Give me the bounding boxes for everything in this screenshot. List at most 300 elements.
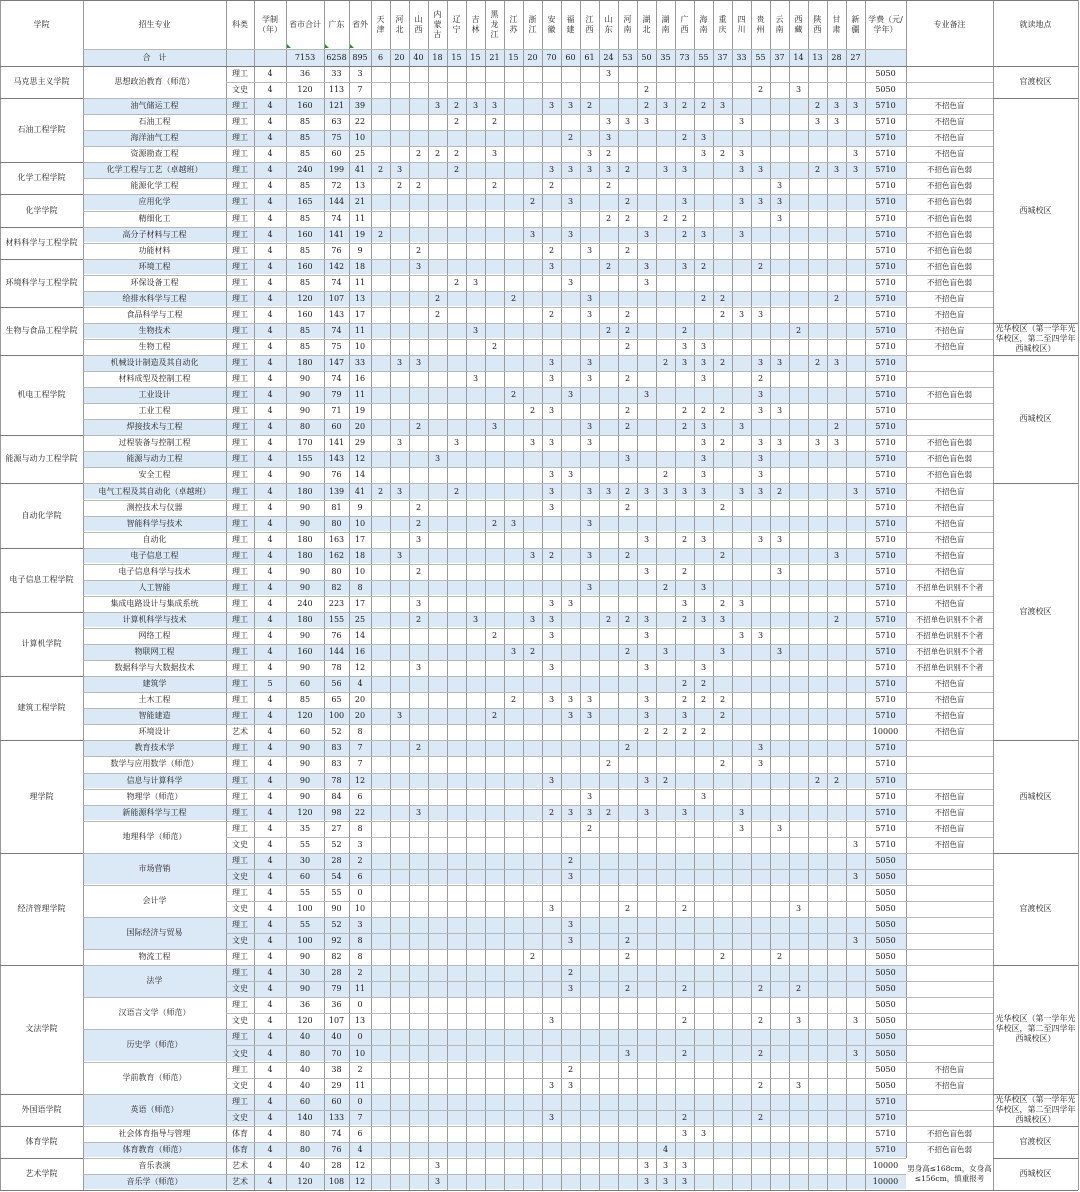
province-quota-cell: 3 <box>833 358 840 368</box>
outside-cell: 11 <box>354 325 366 335</box>
category-cell: 文史 <box>232 839 248 849</box>
guangdong-cell: 74 <box>331 1128 342 1138</box>
guangdong-cell: 76 <box>331 1144 342 1154</box>
duration-cell: 4 <box>267 1048 273 1058</box>
outside-cell: 2 <box>357 855 363 865</box>
total-value: 35 <box>660 52 671 62</box>
guangdong-cell: 76 <box>331 245 342 255</box>
duration-cell: 4 <box>267 952 273 962</box>
duration-cell: 4 <box>267 759 273 769</box>
grid-hline <box>226 275 993 276</box>
grid-hline <box>83 435 226 436</box>
grid-hline <box>226 644 993 645</box>
province-quota-cell: 3 <box>643 261 650 271</box>
fee-cell: 5050 <box>875 871 896 881</box>
fee-cell: 5710 <box>875 566 896 576</box>
outside-cell: 12 <box>354 775 366 785</box>
note-cell: 不招单色识别不个者 <box>915 647 984 657</box>
guangdong-cell: 33 <box>331 69 342 79</box>
grid-hline <box>226 130 993 131</box>
campus-name: 光华校区（第一学年光华校区，第二至四学年西城校区） <box>995 323 1076 353</box>
campus-name: 西城校区 <box>1019 1168 1052 1178</box>
duration-cell: 4 <box>267 133 273 143</box>
plan-total-cell: 80 <box>299 422 311 432</box>
plan-total-cell: 80 <box>299 1128 311 1138</box>
grid-hline <box>83 1094 226 1095</box>
grid-hline <box>226 821 993 822</box>
province-quota-cell: 2 <box>453 486 460 496</box>
guangdong-cell: 60 <box>331 1096 342 1106</box>
grid-hline <box>83 500 226 501</box>
province-quota-cell: 3 <box>795 85 802 95</box>
plan-total-cell: 180 <box>297 358 313 368</box>
grid-hline <box>226 773 993 774</box>
header-category: 科类 <box>232 19 248 29</box>
note-cell: 不招色盲色弱 <box>927 438 972 448</box>
province-quota-cell: 2 <box>681 534 688 544</box>
guangdong-cell: 144 <box>328 647 345 657</box>
duration-cell: 4 <box>267 839 273 849</box>
note-cell: 不招色盲色弱 <box>927 470 972 480</box>
major-name: 海洋油气工程 <box>130 133 179 143</box>
major-name: 安全工程 <box>138 470 171 480</box>
province-quota-cell: 3 <box>548 101 555 111</box>
grid-hline <box>83 146 226 147</box>
plan-total-cell: 85 <box>299 245 311 255</box>
province-quota-cell: 2 <box>605 261 612 271</box>
province-quota-cell: 3 <box>662 1176 669 1186</box>
plan-total-cell: 90 <box>299 406 311 416</box>
province-quota-cell: 2 <box>491 631 498 641</box>
plan-total-cell: 90 <box>299 374 311 384</box>
guangdong-cell: 74 <box>331 374 342 384</box>
category-cell: 理工 <box>232 229 248 239</box>
grid-hline <box>0 227 83 228</box>
province-quota-cell: 3 <box>472 325 479 335</box>
grid-hline <box>83 339 226 340</box>
note-cell: 不招色盲 <box>934 679 965 689</box>
duration-cell: 4 <box>267 69 273 79</box>
grid-hline <box>226 483 993 484</box>
province-quota-cell: 2 <box>624 341 631 351</box>
category-cell: 理工 <box>232 390 248 400</box>
province-quota-cell: 2 <box>719 952 726 962</box>
college-name: 外国语学院 <box>21 1104 62 1114</box>
province-quota-cell: 3 <box>681 486 688 496</box>
plan-total-cell: 60 <box>299 679 311 689</box>
province-quota-cell: 3 <box>586 309 593 319</box>
major-name: 物流工程 <box>138 952 171 962</box>
grid-hline <box>0 740 83 741</box>
note-cell: 不招色盲色弱 <box>927 454 972 464</box>
duration-cell: 4 <box>267 341 273 351</box>
province-quota-cell: 3 <box>529 550 536 560</box>
province-quota-cell: 3 <box>662 1160 669 1170</box>
province-quota-cell: 3 <box>624 1048 631 1058</box>
province-quota-cell: 3 <box>833 101 840 111</box>
total-value: 73 <box>679 52 690 62</box>
guangdong-cell: 52 <box>331 727 342 737</box>
fee-cell: 5050 <box>875 855 896 865</box>
province-quota-cell: 2 <box>415 518 422 528</box>
province-quota-cell: 2 <box>795 984 802 994</box>
province-quota-cell: 3 <box>567 390 574 400</box>
outside-cell: 4 <box>357 679 363 689</box>
outside-cell: 16 <box>354 374 366 384</box>
plan-total-cell: 90 <box>299 759 311 769</box>
plan-total-cell: 60 <box>299 1096 311 1106</box>
province-quota-cell: 2 <box>605 807 612 817</box>
outside-cell: 6 <box>357 791 363 801</box>
major-name: 环境工程 <box>138 261 171 271</box>
province-quota-cell: 2 <box>681 695 688 705</box>
province-quota-cell: 3 <box>757 197 764 207</box>
duration-cell: 4 <box>267 1128 273 1138</box>
province-quota-cell: 2 <box>510 695 517 705</box>
grid-hline <box>226 532 993 533</box>
plan-total-cell: 240 <box>297 598 313 608</box>
college-name: 自动化学院 <box>21 510 62 520</box>
note-cell: 不招色盲 <box>934 550 965 560</box>
guangdong-cell: 79 <box>331 390 342 400</box>
total-value: 18 <box>432 52 443 62</box>
outside-cell: 10 <box>354 566 366 576</box>
province-quota-cell: 3 <box>472 101 479 111</box>
province-quota-cell: 3 <box>738 229 745 239</box>
outside-cell: 2 <box>357 1064 363 1074</box>
province-quota-cell: 3 <box>548 663 555 673</box>
guangdong-cell: 78 <box>331 663 342 673</box>
province-quota-cell: 3 <box>643 1160 650 1170</box>
province-quota-cell: 3 <box>700 582 707 592</box>
fee-cell: 5050 <box>875 920 896 930</box>
province-quota-cell: 2 <box>700 727 707 737</box>
category-cell: 理工 <box>232 486 248 496</box>
province-quota-cell: 2 <box>719 759 726 769</box>
province-quota-cell: 3 <box>529 438 536 448</box>
outside-cell: 14 <box>354 470 366 480</box>
guangdong-cell: 71 <box>331 406 342 416</box>
province-quota-cell: 3 <box>643 229 650 239</box>
province-quota-cell: 3 <box>548 1016 555 1026</box>
duration-cell: 4 <box>267 695 273 705</box>
outside-cell: 18 <box>354 550 366 560</box>
province-quota-cell: 2 <box>681 679 688 689</box>
outside-cell: 9 <box>357 502 363 512</box>
plan-total-cell: 40 <box>299 1080 311 1090</box>
outside-cell: 12 <box>354 454 366 464</box>
major-name: 智能建造 <box>138 711 171 721</box>
province-quota-cell: 3 <box>738 486 745 496</box>
grid-hline <box>83 291 226 292</box>
province-quota-cell: 2 <box>415 422 422 432</box>
province-quota-cell: 3 <box>586 293 593 303</box>
province-quota-cell: 3 <box>719 614 726 624</box>
fee-cell: 5710 <box>875 486 896 496</box>
total-value: 70 <box>546 52 557 62</box>
province-quota-cell: 3 <box>567 711 574 721</box>
guangdong-cell: 76 <box>331 631 342 641</box>
province-quota-cell: 2 <box>529 197 536 207</box>
province-quota-cell: 3 <box>700 454 707 464</box>
province-quota-cell: 2 <box>624 213 631 223</box>
province-quota-cell: 3 <box>681 165 688 175</box>
grid-hline <box>993 1094 1078 1095</box>
province-quota-cell: 2 <box>624 422 631 432</box>
province-quota-cell: 3 <box>472 374 479 384</box>
header-province: 西藏 <box>794 14 803 34</box>
guangdong-cell: 82 <box>331 952 342 962</box>
grid-hline <box>83 628 226 629</box>
outside-cell: 10 <box>354 1048 366 1058</box>
province-quota-cell: 3 <box>700 486 707 496</box>
province-quota-cell: 3 <box>605 165 612 175</box>
grid-hline <box>226 114 993 115</box>
grid-hline <box>0 259 83 260</box>
plan-total-cell: 120 <box>297 85 313 95</box>
campus-name: 光华校区（第一学年光华校区，第二至四学年西城校区） <box>995 1014 1076 1044</box>
fee-cell: 5050 <box>875 85 896 95</box>
grid-hline <box>226 628 993 629</box>
major-name: 能源化学工程 <box>130 181 179 191</box>
grid-hline <box>226 965 993 966</box>
fee-cell: 5710 <box>875 743 896 753</box>
province-quota-cell: 3 <box>852 839 859 849</box>
fee-cell: 5710 <box>875 839 896 849</box>
province-quota-cell: 3 <box>586 711 593 721</box>
province-quota-cell: 3 <box>700 470 707 480</box>
total-value: 895 <box>352 52 368 62</box>
province-quota-cell: 2 <box>605 325 612 335</box>
grid-hline <box>83 724 226 725</box>
province-quota-cell: 3 <box>567 165 574 175</box>
category-cell: 理工 <box>232 631 248 641</box>
plan-total-cell: 60 <box>299 871 311 881</box>
note-cell: 不招色盲色弱 <box>927 1144 972 1154</box>
grid-hline <box>83 387 226 388</box>
category-cell: 理工 <box>232 743 248 753</box>
major-name: 计算机科学与技术 <box>122 614 187 624</box>
province-quota-cell: 2 <box>776 486 783 496</box>
province-quota-cell: 2 <box>415 502 422 512</box>
category-cell: 文史 <box>232 984 248 994</box>
outside-cell: 20 <box>354 422 366 432</box>
province-quota-cell: 3 <box>624 117 631 127</box>
category-cell: 理工 <box>232 101 248 111</box>
note-cell: 不招单色识别不个者 <box>915 631 984 641</box>
province-quota-cell: 2 <box>681 1112 688 1122</box>
grid-hline <box>226 676 993 677</box>
total-value: 7153 <box>294 52 316 62</box>
province-quota-cell: 2 <box>681 406 688 416</box>
province-quota-cell: 2 <box>814 165 821 175</box>
major-name: 地理科学（师范） <box>122 831 187 841</box>
province-quota-cell: 3 <box>814 117 821 127</box>
province-quota-cell: 3 <box>776 823 783 833</box>
grid-hline <box>83 1126 226 1127</box>
province-quota-cell: 2 <box>719 406 726 416</box>
category-cell: 理工 <box>232 470 248 480</box>
grid-hline <box>226 885 993 886</box>
duration-cell: 4 <box>267 727 273 737</box>
category-cell: 理工 <box>232 1000 248 1010</box>
province-quota-cell: 3 <box>434 1176 441 1186</box>
duration-cell: 4 <box>267 518 273 528</box>
note-cell: 不招色盲 <box>934 534 965 544</box>
province-quota-cell: 3 <box>738 149 745 159</box>
plan-total-cell: 120 <box>297 807 313 817</box>
outside-cell: 19 <box>354 229 366 239</box>
province-quota-cell: 2 <box>529 952 536 962</box>
province-quota-cell: 3 <box>662 647 669 657</box>
college-name: 建筑工程学院 <box>17 703 66 713</box>
fee-cell: 5050 <box>875 952 896 962</box>
outside-cell: 11 <box>354 213 366 223</box>
guangdong-cell: 75 <box>331 341 342 351</box>
major-name: 数学与应用数学（师范） <box>110 759 199 769</box>
grid-hline <box>226 419 993 420</box>
guangdong-cell: 113 <box>328 85 345 95</box>
province-quota-cell: 3 <box>738 165 745 175</box>
province-quota-cell: 3 <box>548 470 555 480</box>
grid-hline <box>226 194 993 195</box>
plan-total-cell: 120 <box>297 293 313 303</box>
grid-hline <box>226 1013 993 1014</box>
plan-total-cell: 60 <box>299 727 311 737</box>
grid-hline <box>83 178 226 179</box>
duration-cell: 4 <box>267 1176 273 1186</box>
header-major: 招生专业 <box>138 19 171 29</box>
header-province: 湖南 <box>661 14 670 34</box>
category-cell: 理工 <box>232 887 248 897</box>
outside-cell: 7 <box>357 85 363 95</box>
duration-cell: 4 <box>267 903 273 913</box>
duration-cell: 4 <box>267 293 273 303</box>
category-cell: 理工 <box>232 422 248 432</box>
fee-cell: 5710 <box>875 598 896 608</box>
fee-cell: 5710 <box>875 165 896 175</box>
fee-cell: 5710 <box>875 293 896 303</box>
province-quota-cell: 3 <box>681 358 688 368</box>
major-name: 工业工程 <box>138 406 171 416</box>
grid-hline <box>226 853 993 854</box>
province-quota-cell: 3 <box>586 550 593 560</box>
province-quota-cell: 2 <box>681 903 688 913</box>
category-cell: 理工 <box>232 165 248 175</box>
grid-hline <box>0 483 83 484</box>
total-value: 14 <box>793 52 804 62</box>
province-quota-cell: 3 <box>548 695 555 705</box>
grid-hline <box>226 1110 993 1111</box>
campus-name: 西城校区 <box>1019 414 1052 424</box>
duration-cell: 4 <box>267 871 273 881</box>
province-quota-cell: 3 <box>548 406 555 416</box>
province-quota-cell: 3 <box>700 229 707 239</box>
plan-total-cell: 40 <box>299 1032 311 1042</box>
province-quota-cell: 3 <box>415 598 422 608</box>
major-name: 电子信息工程 <box>130 550 179 560</box>
duration-cell: 4 <box>267 920 273 930</box>
plan-total-cell: 100 <box>297 903 313 913</box>
major-name: 土木工程 <box>138 695 171 705</box>
fee-cell: 5710 <box>875 663 896 673</box>
fee-cell: 5050 <box>875 1064 896 1074</box>
guangdong-cell: 82 <box>331 582 342 592</box>
province-quota-cell: 2 <box>681 1016 688 1026</box>
fee-cell: 5710 <box>875 374 896 384</box>
guangdong-cell: 144 <box>328 197 345 207</box>
province-quota-cell: 2 <box>510 390 517 400</box>
outside-cell: 9 <box>357 245 363 255</box>
duration-cell: 4 <box>267 1096 273 1106</box>
header-province: 山东 <box>604 14 613 34</box>
fee-cell: 5710 <box>875 101 896 111</box>
duration-cell: 4 <box>267 390 273 400</box>
guangdong-cell: 143 <box>328 454 345 464</box>
grid-hline <box>226 82 993 83</box>
note-cell: 不招色盲色弱 <box>927 197 972 207</box>
province-quota-cell: 3 <box>643 117 650 127</box>
province-quota-cell: 2 <box>757 374 764 384</box>
fee-cell: 5710 <box>875 358 896 368</box>
note-cell: 不招色盲 <box>934 133 965 143</box>
fee-cell: 5710 <box>875 309 896 319</box>
major-name: 教育技术学 <box>134 743 175 753</box>
plan-total-cell: 35 <box>299 823 311 833</box>
grid-hline <box>226 162 993 163</box>
outside-cell: 11 <box>354 390 366 400</box>
grid-hline <box>226 612 993 613</box>
header-campus: 就读地点 <box>1019 19 1052 29</box>
category-cell: 理工 <box>232 711 248 721</box>
plan-total-cell: 120 <box>297 1176 313 1186</box>
header-province: 福建 <box>566 14 575 34</box>
province-quota-cell: 2 <box>643 727 650 737</box>
duration-cell: 4 <box>267 261 273 271</box>
total-value: 50 <box>641 52 652 62</box>
province-quota-cell: 2 <box>814 358 821 368</box>
province-quota-cell: 3 <box>586 358 593 368</box>
total-value: 37 <box>774 52 785 62</box>
duration-cell: 4 <box>267 486 273 496</box>
grid-hline <box>83 965 226 966</box>
category-cell: 艺术 <box>232 1176 248 1186</box>
duration-cell: 4 <box>267 566 273 576</box>
grid-hline <box>993 1126 1078 1127</box>
grid-hline <box>83 419 226 420</box>
plan-total-cell: 180 <box>297 550 313 560</box>
province-quota-cell: 2 <box>624 952 631 962</box>
major-name: 汉语言文学（师范） <box>118 1008 191 1018</box>
province-quota-cell: 3 <box>852 149 859 159</box>
header-province: 辽宁 <box>452 14 461 34</box>
fee-cell: 5050 <box>875 1032 896 1042</box>
header-province: 山西 <box>414 14 423 34</box>
grid-hline <box>83 194 226 195</box>
outside-cell: 6 <box>357 871 363 881</box>
grid-hline <box>226 981 993 982</box>
grid-hline <box>993 98 1078 99</box>
duration-cell: 4 <box>267 438 273 448</box>
category-cell: 理工 <box>232 534 248 544</box>
outside-cell: 6 <box>357 1128 363 1138</box>
province-quota-cell: 3 <box>434 101 441 111</box>
total-value: 20 <box>394 52 405 62</box>
fee-cell: 5710 <box>875 679 896 689</box>
province-quota-cell: 2 <box>377 165 384 175</box>
province-quota-cell: 2 <box>491 341 498 351</box>
fee-cell: 5710 <box>875 502 896 512</box>
